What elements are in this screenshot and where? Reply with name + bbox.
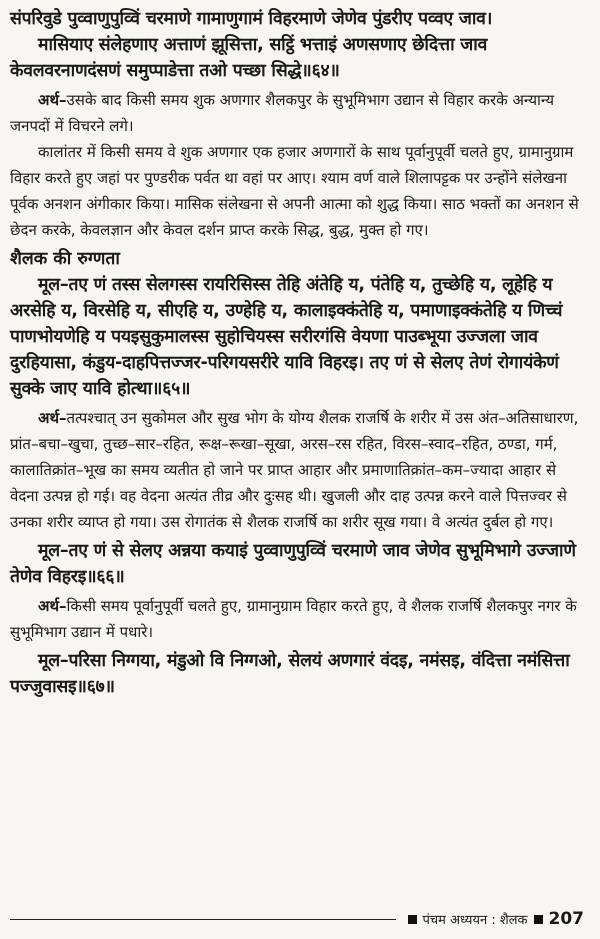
section-heading: शैलक की रुग्णता	[10, 249, 120, 269]
meaning-label: अर्थ–	[38, 409, 67, 427]
sutra-65: मूल–तए णं तस्स सेलगस्स रायरिसिस्स तेहि अंतेहि य, पंतेहि य, तुच्छेहि य, लूहेहि य अरसेहि य, विरसेहि य, सीएहि य, उण्हेहि य, कालाइक्कंतेहि य, पमाणाइक्कंतेहि य णिच्चं पाणभोयणेहि य पयइसुकुमालस्स सुहोचियस्स सरीरगंसि वेयणा पाउब्भूया उज्जला जाव दुरहियासा, कंडुय-दाहपित्तज्जर-परिगयसरीरे यावि विहरइ। तए णं से सेलए तेणं रोगायंकेणं सुक्के जाए यावि होत्था॥६५॥	[10, 275, 563, 399]
meaning-66	[10, 593, 584, 645]
square-bullet-icon	[408, 915, 417, 924]
sutra-66: मूल–तए णं से सेलए अन्नया कयाइं पुव्वाणुपुव्विं चरमाणे जाव जेणेव सुभूमिभागे उज्जाणे तेणेव विहरइ॥६६॥	[10, 541, 576, 587]
page-number: 207	[548, 909, 584, 929]
meaning-label: अर्थ–	[38, 597, 67, 615]
square-bullet-icon	[534, 915, 543, 924]
meaning-text: उसके बाद किसी समय शुक अणगार शैलकपुर के सुभूमिभाग उद्यान से विहार करके अन्यान्य जनपदों में विचरने लगे।	[10, 91, 555, 135]
sutra-continuation: संपरिवुडे पुव्वाणुपुव्विं चरमाणे गामाणुगामं विहरमाणे जेणेव पुंडरीए पव्वए जाव।	[10, 9, 493, 29]
meaning-65	[10, 405, 584, 535]
chapter-title: पंचम अध्ययन : शैलक	[422, 913, 528, 928]
footer-rule	[10, 919, 396, 920]
meaning-64-b: कालांतर में किसी समय वे शुक अणगार एक हजार अणगारों के साथ पूर्वानुपूर्वी चलते हुए, ग्रामानुग्राम विहार करते हुए जहां पर पुण्डरीक पर्वत था वहां पर आए। श्याम वर्ण वाले शिलापट्टक पर उन्होंने संलेखना पूर्वक अनशन अंगीकार किया। मासिक संलेखना से अपनी आत्मा को शुद्ध किया। साठ भक्तों का अनशन से छेदन करके, केवलज्ञान और केवल दर्शन प्राप्त करके सिद्ध, बुद्ध, मुक्त हो गए।	[10, 143, 579, 239]
meaning-text: तत्पश्चात् उन सुकोमल और सुख भोग के योग्य शैलक राजर्षि के शरीर में उस अंत–अतिसाधारण, प्रांत–बचा–खुचा, तुच्छ–सार–रहित, रूक्ष–रूखा–सूखा, अरस–रस रहित, विरस–स्वाद–रहित, ठण्डा, गर्म, कालातिक्रांत–भूख का समय व्यतीत हो जाने पर प्राप्त आहार और प्रमाणातिक्रांत–कम–ज्यादा आहार से वेदना उत्पन्न हो गई। वह वेदना अत्यंत तीव्र और दुःसह थी। खुजली और दाह उत्पन्न करने वाले पित्तज्वर से उनका शरीर व्याप्त हो गया। उस रोगातंक से शैलक राजर्षि का शरीर सूख गया। वे अत्यंत दुर्बल हो गए।	[10, 409, 579, 531]
page-footer	[10, 907, 584, 931]
meaning-64-a	[10, 87, 584, 139]
meaning-text: किसी समय पूर्वानुपूर्वी चलते हुए, ग्रामानुग्राम विहार करते हुए, वे शैलक राजर्षि शैलकपुर नगर के सुभूमिभाग उद्यान में पधारे।	[10, 597, 577, 641]
sutra-67: मूल–परिसा निग्गया, मंडुओ वि निग्गओ, सेलयं अणगारं वंदइ, नमंसइ, वंदित्ता नमंसित्ता पज्जुवासइ॥६७॥	[10, 651, 570, 697]
meaning-label: अर्थ–	[38, 91, 67, 109]
sutra-64: मासियाए संलेहणाए अत्ताणं झूसित्ता, सट्ठिं भत्ताइं अणसणाए छेदित्ता जाव केवलवरनाणदंसणं समुप्पाडेत्ता तओ पच्छा सिद्धे॥६४॥	[10, 35, 488, 81]
